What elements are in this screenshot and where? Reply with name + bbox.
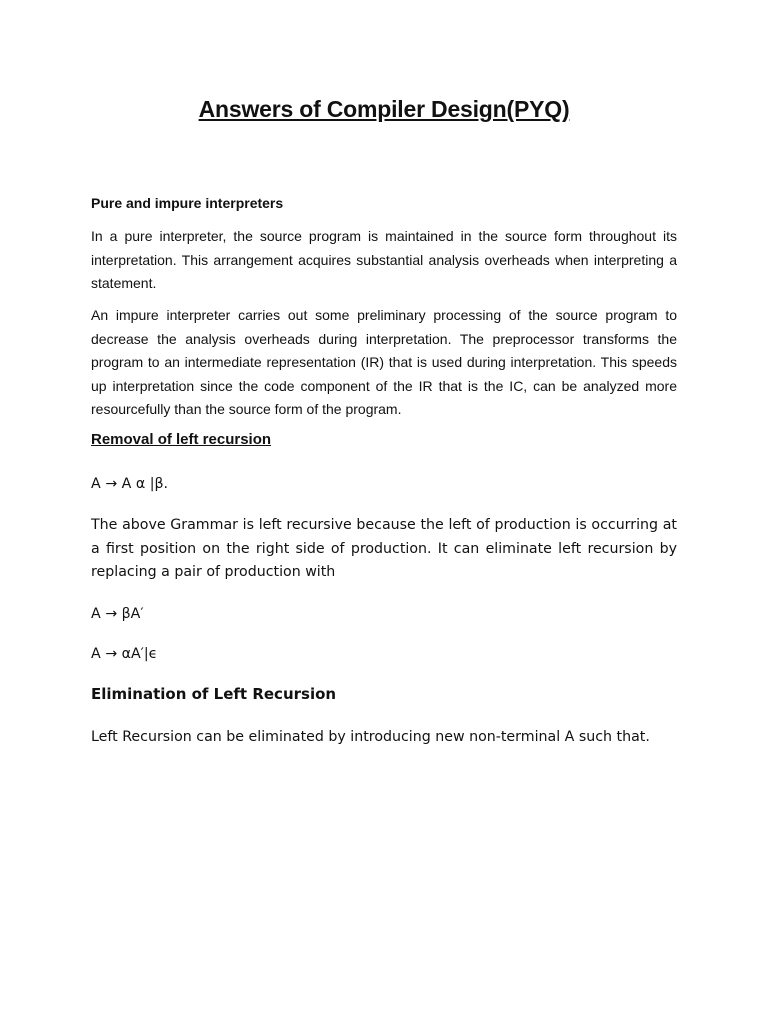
paragraph-pure-interpreter: In a pure interpreter, the source program is maintained in the source form throughout its interpretation. This arrangement acquires substantial analysis overheads when interpreting a statement. xyxy=(91,228,677,291)
paragraph-left-recursive-explanation: The above Grammar is left recursive because the left of production is occurring at a first position on the right side of production. It can eliminate left recursion by replacing a pair of production with xyxy=(91,517,677,580)
replacement-production-1: A → βA′ xyxy=(91,606,144,622)
section-heading-elimination-left-recursion: Elimination of Left Recursion xyxy=(91,685,337,703)
section-heading-removal-left-recursion: Removal of left recursion xyxy=(91,431,272,448)
document-title: Answers of Compiler Design(PYQ) xyxy=(198,96,570,122)
replacement-production-2: A → αA′|ϵ xyxy=(91,646,158,662)
paragraph-impure-interpreter: An impure interpreter carries out some preliminary processing of the source program to decrease the analysis overheads during interpretation. The preprocessor transforms the program to an intermediate representation (IR) that is used during interpretation. This speeds up interpretation since the code component of the IR that is the IC, can be analyzed more resourcefully than the source form of the program. xyxy=(91,307,677,417)
section-heading-interpreters: Pure and impure interpreters xyxy=(91,195,284,211)
production-rule: A → A α |β. xyxy=(91,476,169,492)
paragraph-elimination-explanation: Left Recursion can be eliminated by introducing new non-terminal A such that. xyxy=(91,729,650,745)
